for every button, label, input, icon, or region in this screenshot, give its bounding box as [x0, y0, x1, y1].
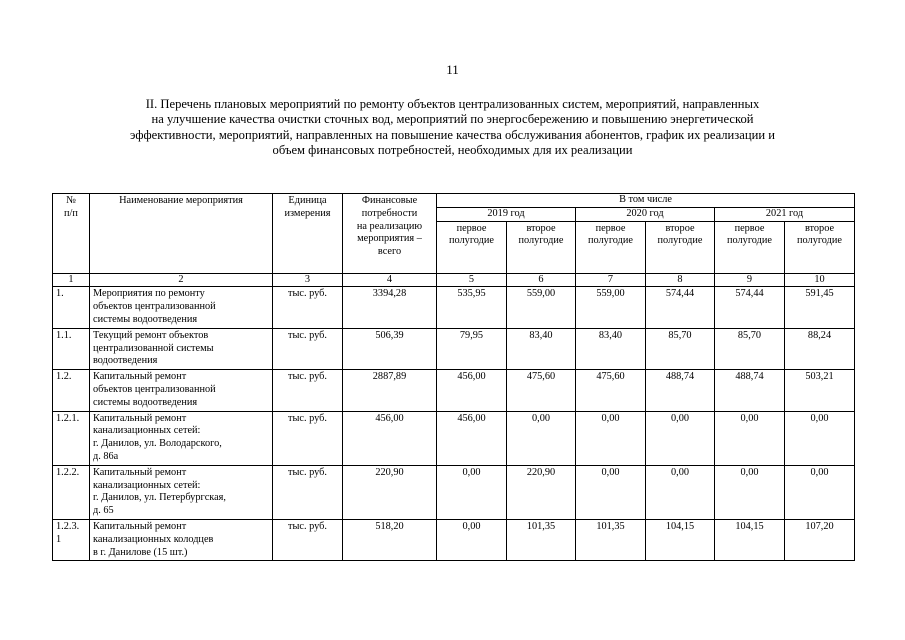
header-unit: Единица измерения	[273, 194, 343, 274]
row-value: 0,00	[646, 465, 715, 519]
row-total: 2887,89	[343, 370, 437, 411]
row-unit: тыс. руб.	[273, 370, 343, 411]
column-number: 5	[437, 273, 507, 287]
row-total: 518,20	[343, 519, 437, 560]
column-number: 1	[53, 273, 90, 287]
row-name: Текущий ремонт объектов централизованной системы водоотведения	[90, 328, 273, 369]
heading-line: на улучшение качества очистки сточных вод, мероприятий по энергосбережению и повышению энергетической	[151, 112, 754, 127]
row-value: 574,44	[715, 287, 785, 328]
row-value: 85,70	[715, 328, 785, 369]
table-row	[53, 519, 855, 560]
header-half-first: первое полугодие	[437, 221, 507, 273]
row-unit: тыс. руб.	[273, 411, 343, 465]
row-unit: тыс. руб.	[273, 328, 343, 369]
row-value: 0,00	[715, 411, 785, 465]
row-value: 503,21	[785, 370, 855, 411]
row-value: 101,35	[507, 519, 576, 560]
row-unit: тыс. руб.	[273, 519, 343, 560]
header-half-first: первое полугодие	[576, 221, 646, 273]
row-name: Капитальный ремонт канализационных колодцев в г. Данилове (15 шт.)	[90, 519, 273, 560]
row-total: 220,90	[343, 465, 437, 519]
header-year-2021: 2021 год	[715, 207, 855, 221]
row-value: 559,00	[576, 287, 646, 328]
row-value: 574,44	[646, 287, 715, 328]
row-unit: тыс. руб.	[273, 465, 343, 519]
row-unit: тыс. руб.	[273, 287, 343, 328]
header-including: В том числе	[437, 194, 855, 208]
row-value: 0,00	[507, 411, 576, 465]
row-value: 456,00	[437, 411, 507, 465]
row-number: 1.2.	[53, 370, 90, 411]
row-value: 591,45	[785, 287, 855, 328]
table-header-row-1	[53, 194, 855, 208]
header-half-second: второе полугодие	[785, 221, 855, 273]
row-value: 79,95	[437, 328, 507, 369]
row-value: 0,00	[576, 411, 646, 465]
row-value: 0,00	[785, 465, 855, 519]
row-number: 1.2.1.	[53, 411, 90, 465]
row-value: 559,00	[507, 287, 576, 328]
heading-line: II. Перечень плановых мероприятий по ремонту объектов централизованных систем, мероприятий, направленных	[145, 97, 760, 111]
row-number: 1.	[53, 287, 90, 328]
row-value: 88,24	[785, 328, 855, 369]
header-num: № п/п	[53, 194, 90, 274]
row-name: Капитальный ремонт канализационных сетей: г. Данилов, ул. Петербургская, д. 65	[90, 465, 273, 519]
row-value: 0,00	[646, 411, 715, 465]
header-half-second: второе полугодие	[646, 221, 715, 273]
row-name: Капитальный ремонт объектов централизованной системы водоотведения	[90, 370, 273, 411]
row-value: 0,00	[576, 465, 646, 519]
row-value: 83,40	[507, 328, 576, 369]
table-row	[53, 287, 855, 328]
row-value: 456,00	[437, 370, 507, 411]
row-value: 475,60	[507, 370, 576, 411]
header-finance: Финансовые потребности на реализацию мероприятия – всего	[343, 194, 437, 274]
table-row	[53, 465, 855, 519]
section-heading	[40, 97, 865, 159]
column-number: 6	[507, 273, 576, 287]
table-row	[53, 411, 855, 465]
row-total: 506,39	[343, 328, 437, 369]
row-value: 488,74	[646, 370, 715, 411]
row-value: 107,20	[785, 519, 855, 560]
column-numbers-row	[53, 273, 855, 287]
row-value: 535,95	[437, 287, 507, 328]
row-value: 0,00	[437, 519, 507, 560]
row-value: 488,74	[715, 370, 785, 411]
row-value: 104,15	[715, 519, 785, 560]
table-row	[53, 370, 855, 411]
column-number: 7	[576, 273, 646, 287]
header-half-second: второе полугодие	[507, 221, 576, 273]
row-number: 1.2.2.	[53, 465, 90, 519]
row-value: 104,15	[646, 519, 715, 560]
row-value: 0,00	[715, 465, 785, 519]
header-half-first: первое полугодие	[715, 221, 785, 273]
page-number: 11	[446, 62, 459, 77]
row-value: 0,00	[785, 411, 855, 465]
table-row	[53, 328, 855, 369]
row-value: 0,00	[437, 465, 507, 519]
row-number: 1.2.3. 1	[53, 519, 90, 560]
row-name: Мероприятия по ремонту объектов централизованной системы водоотведения	[90, 287, 273, 328]
column-number: 2	[90, 273, 273, 287]
heading-line: объем финансовых потребностей, необходимых для их реализации	[272, 143, 633, 158]
row-total: 3394,28	[343, 287, 437, 328]
row-name: Капитальный ремонт канализационных сетей: г. Данилов, ул. Володарского, д. 86а	[90, 411, 273, 465]
heading-line: эффективности, мероприятий, направленных на повышение качества обслуживания абонентов, график их реализации и	[130, 127, 775, 142]
column-number: 9	[715, 273, 785, 287]
row-value: 83,40	[576, 328, 646, 369]
row-value: 220,90	[507, 465, 576, 519]
row-value: 101,35	[576, 519, 646, 560]
column-number: 4	[343, 273, 437, 287]
row-value: 85,70	[646, 328, 715, 369]
row-value: 475,60	[576, 370, 646, 411]
row-number: 1.1.	[53, 328, 90, 369]
column-number: 3	[273, 273, 343, 287]
column-number: 8	[646, 273, 715, 287]
header-name: Наименование мероприятия	[90, 194, 273, 274]
header-year-2020: 2020 год	[576, 207, 715, 221]
column-number: 10	[785, 273, 855, 287]
plan-table	[52, 193, 855, 561]
header-year-2019: 2019 год	[437, 207, 576, 221]
row-total: 456,00	[343, 411, 437, 465]
